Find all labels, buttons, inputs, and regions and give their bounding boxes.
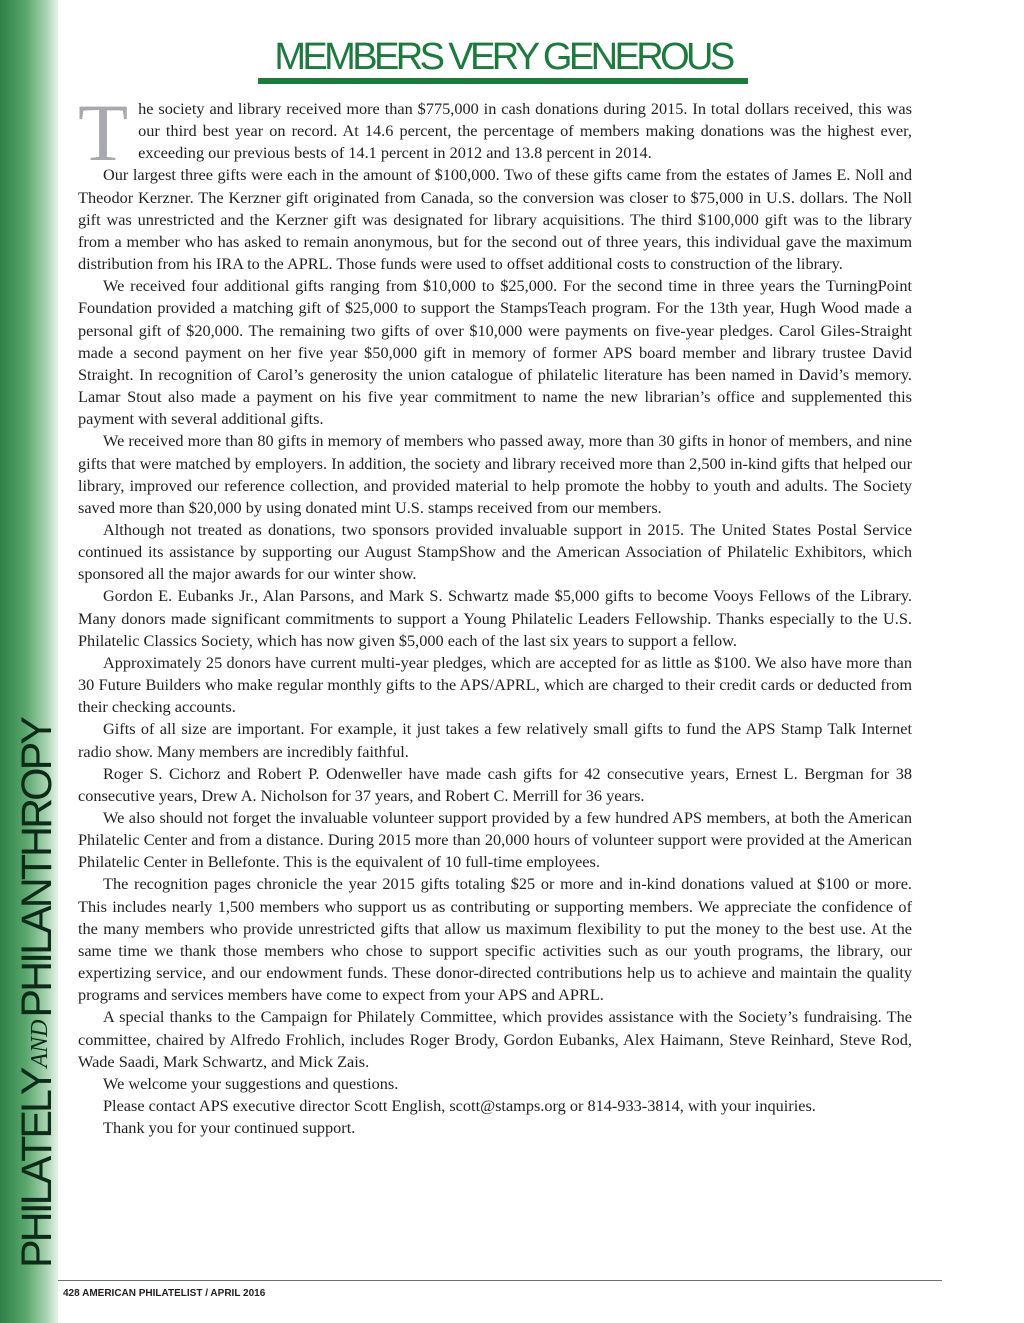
paragraph: We received four additional gifts ranging from $10,000 to $25,000. For the second time in three years the TurningPoint Foundation provided a matching gift of $25,000 to support the StampsTeach program. For the 13th year, Hugh Wood made a personal gift of $20,000. The remaining two gifts of over $10,000 were payments on five-year pledges. Carol Giles-Straight made a second payment on her five year $50,000 gift in memory of former APS board member and library trustee David Straight. In recognition of Carol’s generosity the union catalogue of philatelic literature has been named in David’s memory. Lamar Stout also made a payment on his five year commitment to name the new librarian’s office and supplemented this payment with several additional gifts.: [78, 276, 912, 429]
paragraph: Gordon E. Eubanks Jr., Alan Parsons, and Mark S. Schwartz made $5,000 gifts to become Vooys Fellows of the Library. Many donors made significant commitments to support a Young Philatelic Leaders Fellowship. Thanks especially to the U.S. Philatelic Classics Society, which has now given $5,000 each of the last six years to support a fellow.: [78, 586, 912, 650]
article-body: [78, 87, 912, 1139]
section-label-vertical: [13, 719, 63, 1268]
drop-cap: T: [78, 87, 129, 178]
section-label-and-ornament: AND: [26, 1019, 53, 1068]
paragraph: Please contact APS executive director Scott English, scott@stamps.org or 814-933-3814, with your inquiries.: [103, 1096, 816, 1116]
paragraph: We also should not forget the invaluable volunteer support provided by a few hundred APS members, at both the American Philatelic Center and from a distance. During 2015 more than 20,000 hours of volunteer support were provided at the American Philatelic Center in Bellefonte. This is the equivalent of 10 full-time employees.: [78, 808, 912, 872]
paragraph: We received more than 80 gifts in memory of members who passed away, more than 30 gifts in honor of members, and nine gifts that were matched by employers. In addition, the society and library received more than 2,500 in-kind gifts that helped our library, improved our reference collection, and provided material to help promote the hobby to youth and adults. The Society saved more than $20,000 by using donated mint U.S. stamps received from our members.: [78, 431, 912, 517]
paragraph: A special thanks to the Campaign for Philately Committee, which provides assistance with the Society’s fundraising. The committee, chaired by Alfredo Frohlich, includes Roger Brody, Gordon Eubanks, Alex Haimann, Steve Reinhard, Steve Rod, Wade Saadi, Mark Schwartz, and Mick Zais.: [78, 1007, 912, 1071]
paragraph: Although not treated as donations, two sponsors provided invaluable support in 2015. The United States Postal Service continued its assistance by supporting our August StampShow and the American Association of Philatelic Exhibitors, which sponsored all the major awards for our winter show.: [78, 519, 912, 584]
page-footer: 428 AMERICAN PHILATELIST / APRIL 2016: [63, 1288, 266, 1299]
title-underline-rule: [258, 78, 748, 84]
paragraph: Thank you for your continued support.: [103, 1118, 356, 1138]
section-label-word-philately: PHILATELY: [13, 1069, 61, 1268]
article-title: MEMBERS VERY GENEROUS: [274, 36, 732, 78]
paragraph: Roger S. Cichorz and Robert P. Odenweller have made cash gifts for 42 consecutive years, Ernest L. Bergman for 38 consecutive years, Drew A. Nicholson for 37 years, and Robert C. Merrill for 36 years.: [78, 763, 912, 805]
paragraph: Gifts of all size are important. For example, it just takes a few relatively small gifts to fund the APS Stamp Talk Internet radio show. Many members are incredibly faithful.: [78, 719, 912, 761]
paragraph: Our largest three gifts were each in the amount of $100,000. Two of these gifts came from the estates of James E. Noll and Theodor Kerzner. The Kerzner gift originated from Canada, so the conversion was closer to $75,000 in U.S. dollars. The Noll gift was unrestricted and the Kerzner gift was designated for library acquisitions. The third $100,000 gift was to the library from a member who has asked to remain anonymous, but for the second out of three years, this individual gave the maximum distribution from his IRA to the APRL. Those funds were used to offset additional costs to construction of the library.: [78, 165, 912, 274]
paragraph: We welcome your suggestions and questions.: [103, 1073, 399, 1093]
footer-rule: [58, 1280, 942, 1281]
paragraph: Approximately 25 donors have current multi-year pledges, which are accepted for as little as $100. We also have more than 30 Future Builders who make regular monthly gifts to the APS/APRL, which are charged to their credit cards or deducted from their checking accounts.: [78, 652, 912, 717]
section-label-word-philanthropy: PHILANTHROPY: [13, 719, 61, 1018]
paragraph: The recognition pages chronicle the year 2015 gifts totaling $25 or more and in-kind donations valued at $100 or more. This includes nearly 1,500 members who support us as contributing or supporting members. We appreciate the confidence of the many members who provide unrestricted gifts that allow us maximum flexibility to put the money to the best use. At the same time we thank those members who chose to support specific activities such as our youth programs, the library, our expertizing service, and our endowment funds. These donor-directed contributions help us to achieve and maintain the quality programs and services members have come to expect from your APS and APRL.: [78, 874, 912, 1005]
paragraph: The society and library received more than $775,000 in cash donations during 2015. In total dollars received, this was our third best year on record. At 14.6 percent, the percentage of members making donations was the highest ever, exceeding our previous bests of 14.1 percent in 2012 and 13.8 percent in 2014.: [78, 87, 912, 178]
